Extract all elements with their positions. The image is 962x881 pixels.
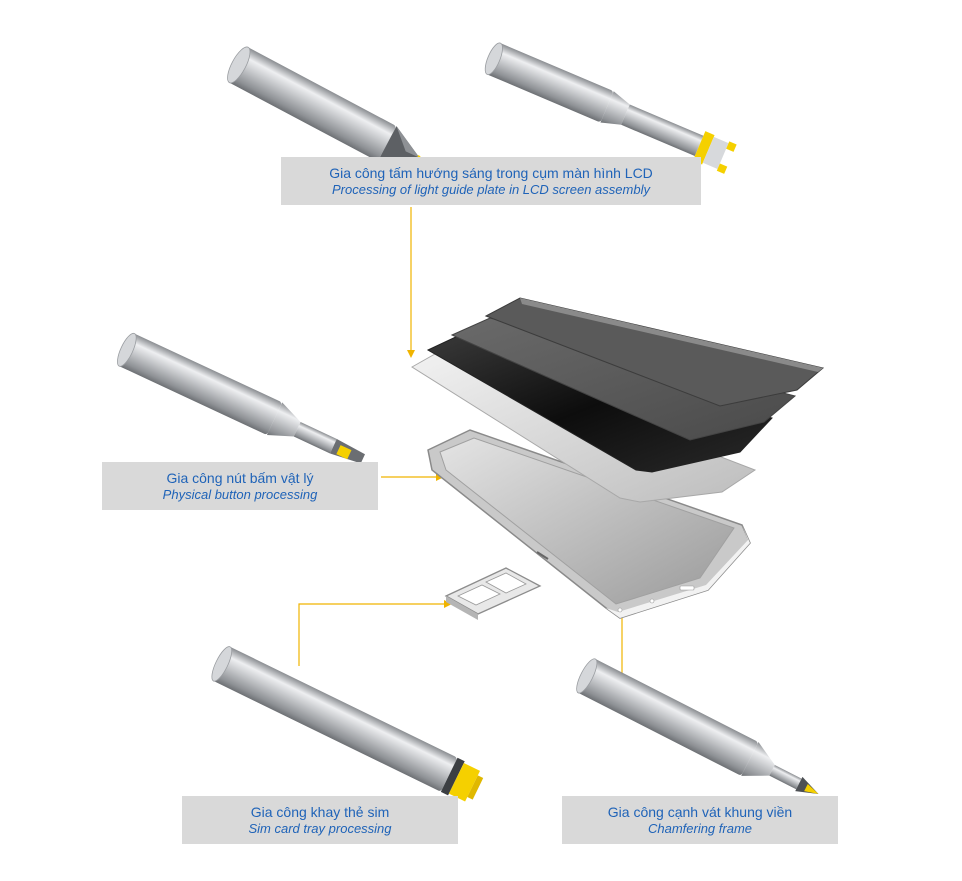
caption-button-en: Physical button processing bbox=[162, 486, 318, 502]
phone-exploded-view bbox=[412, 298, 823, 618]
caption-chamfer-vi: Gia công cạnh vát khung viền bbox=[607, 803, 793, 820]
connector-sim bbox=[299, 604, 444, 666]
sim-tray bbox=[446, 568, 540, 620]
arrowhead-lcd bbox=[407, 350, 415, 358]
caption-lcd bbox=[281, 157, 701, 205]
caption-button-vi: Gia công nút bấm vật lý bbox=[166, 469, 314, 486]
caption-sim-en: Sim card tray processing bbox=[248, 820, 392, 836]
button-tool-icon bbox=[114, 331, 370, 476]
chamfer-tool-icon bbox=[573, 656, 827, 811]
caption-lcd-en: Processing of light guide plate in LCD screen assembly bbox=[332, 181, 650, 197]
caption-chamfer bbox=[562, 796, 838, 844]
caption-chamfer-en: Chamfering frame bbox=[647, 820, 753, 836]
caption-sim bbox=[182, 796, 458, 844]
caption-button bbox=[102, 462, 378, 510]
sim-tray-tool-icon bbox=[208, 644, 486, 806]
caption-sim-vi: Gia công khay thẻ sim bbox=[250, 803, 390, 820]
caption-lcd-vi: Gia công tấm hướng sáng trong cụm màn hình LCD bbox=[329, 164, 653, 181]
shoulder-cutter-icon bbox=[482, 41, 737, 175]
